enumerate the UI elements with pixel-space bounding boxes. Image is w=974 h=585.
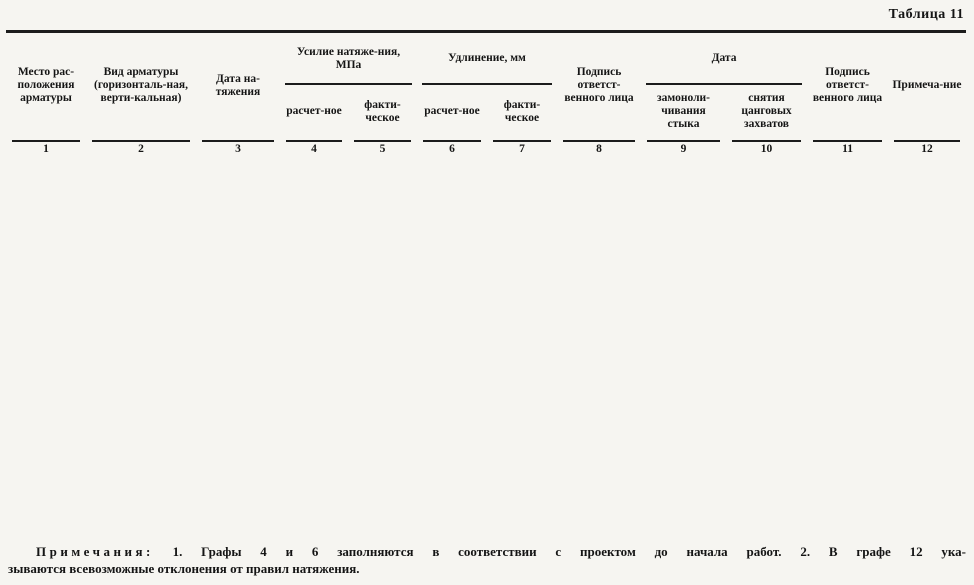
column-number: 6 bbox=[417, 139, 487, 161]
header-col-reinforcement-type: Вид арматуры (горизонталь-ная, верти-кальная) bbox=[86, 32, 196, 139]
body-cell bbox=[807, 161, 888, 523]
header-col-location: Место рас-положения арматуры bbox=[6, 32, 86, 139]
notes-line-2: зываются всевозможные отклонения от правил натяжения. bbox=[8, 560, 360, 576]
body-cell bbox=[348, 161, 417, 523]
body-cell bbox=[86, 161, 196, 523]
column-number: 2 bbox=[86, 139, 196, 161]
notes-block bbox=[8, 544, 966, 578]
header-col-signature-1: Подпись ответст-венного лица bbox=[557, 32, 641, 139]
body-cell bbox=[417, 161, 487, 523]
column-number: 7 bbox=[487, 139, 557, 161]
column-number: 5 bbox=[348, 139, 417, 161]
notes-label: Примечания: bbox=[36, 544, 154, 559]
subheader-elongation-actual: факти-ческое bbox=[503, 98, 541, 124]
header-row-groups bbox=[6, 32, 966, 85]
column-number: 10 bbox=[726, 139, 807, 161]
header-group-elongation: Удлинение, мм bbox=[417, 32, 557, 85]
header-group-tension-force: Усилие натяже-ния, МПа bbox=[280, 32, 417, 85]
notes-text-1: 1. Графы 4 и 6 заполняются в соответствии с проектом до начала работ. 2. В графе 12 ука- bbox=[172, 544, 966, 559]
subheader-date-joint-grouting: замоноли-чивания стыка bbox=[657, 92, 710, 130]
column-number: 11 bbox=[807, 139, 888, 161]
header-col-signature-2: Подпись ответст-венного лица bbox=[807, 32, 888, 139]
column-number: 12 bbox=[888, 139, 966, 161]
subheader-date-grip-removal: снятия цанговых захватов bbox=[741, 92, 792, 130]
column-number: 3 bbox=[196, 139, 280, 161]
body-cell bbox=[641, 161, 726, 523]
header-col-remark: Примеча-ние bbox=[888, 32, 966, 139]
column-number: 4 bbox=[280, 139, 348, 161]
column-number: 9 bbox=[641, 139, 726, 161]
body-cell bbox=[6, 161, 86, 523]
column-number: 8 bbox=[557, 139, 641, 161]
body-cell bbox=[196, 161, 280, 523]
header-group-date: Дата bbox=[641, 32, 807, 85]
body-cell bbox=[557, 161, 641, 523]
empty-body-row bbox=[6, 161, 966, 523]
table-caption: Таблица 11 bbox=[888, 7, 964, 22]
subheader-force-actual: факти-ческое bbox=[364, 98, 401, 124]
column-number: 1 bbox=[6, 139, 86, 161]
subheader-elongation-calculated: расчет-ное bbox=[424, 105, 480, 118]
form-table bbox=[6, 30, 966, 523]
body-cell bbox=[280, 161, 348, 523]
notes-line-1 bbox=[8, 544, 966, 561]
body-cell bbox=[726, 161, 807, 523]
body-cell bbox=[888, 161, 966, 523]
body-cell bbox=[487, 161, 557, 523]
subheader-force-calculated: расчет-ное bbox=[286, 105, 342, 118]
column-numbers-row bbox=[6, 139, 966, 161]
header-col-tension-date: Дата на-тяжения bbox=[196, 32, 280, 139]
